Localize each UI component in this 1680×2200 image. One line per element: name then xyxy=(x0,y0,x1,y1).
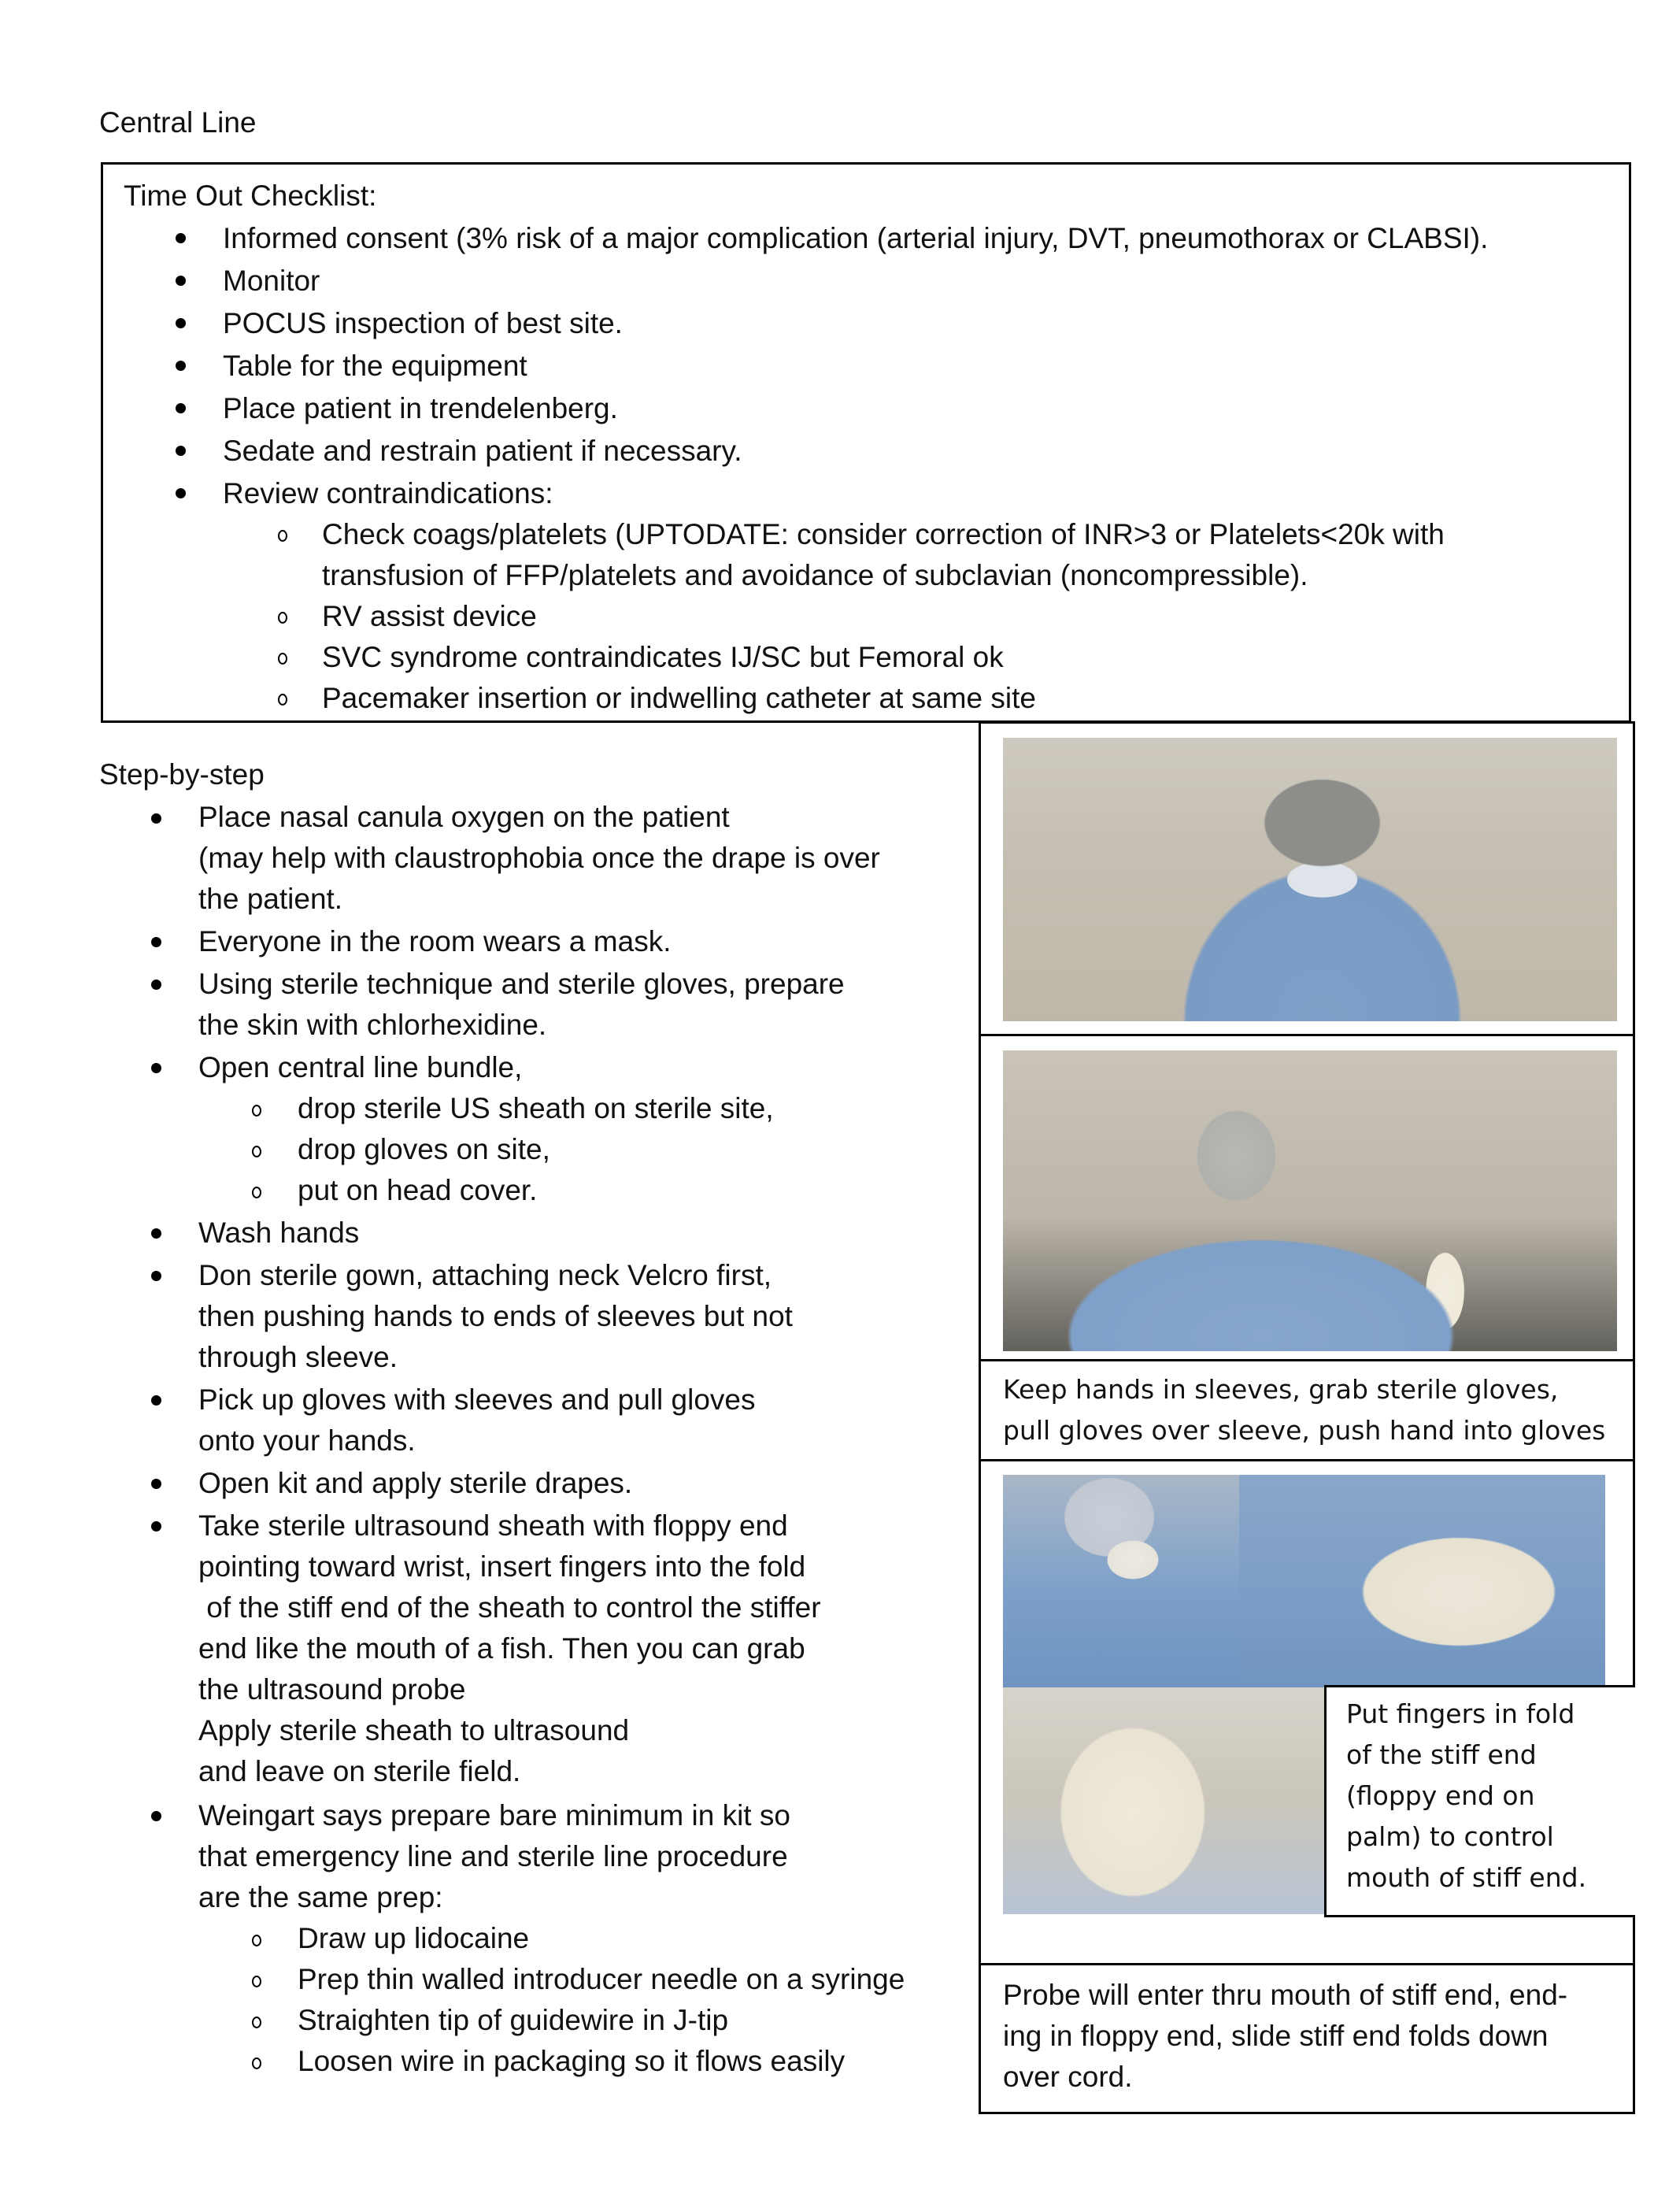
caption-fold: Put fingers in fold of the stiff end (floppy end on palm) to control mouth of stiff end. xyxy=(1346,1698,1587,1893)
circle-bullet-icon xyxy=(252,1935,261,1946)
figure-frame-gloves xyxy=(979,1034,1635,1361)
caption-frame-fold xyxy=(1324,1685,1635,1917)
caption-probe: Probe will enter thru mouth of stiff end, end- ing in floppy end, slide stiff end folds down over cord. xyxy=(1003,1979,1568,2093)
circle-bullet-icon xyxy=(252,2057,261,2069)
caption-gloves: Keep hands in sleeves, grab sterile gloves, pull gloves over sleeve, push hand into gloves xyxy=(1003,1374,1606,1446)
caption-frame-probe xyxy=(979,1963,1635,2114)
bullet-icon xyxy=(151,1228,161,1239)
bullet-icon xyxy=(151,1271,161,1281)
checklist-heading: Time Out Checklist: xyxy=(124,180,377,212)
circle-bullet-icon xyxy=(252,1976,261,1987)
circle-bullet-icon xyxy=(252,1105,261,1117)
photo-grab-gloves xyxy=(1003,1050,1617,1351)
circle-bullet-icon xyxy=(252,1187,261,1198)
figure-frame-gown xyxy=(979,721,1635,1036)
bullet-icon xyxy=(151,1395,161,1406)
photo-gown-tie xyxy=(1003,738,1617,1021)
bullet-icon xyxy=(151,1521,161,1531)
bullet-icon xyxy=(151,1479,161,1489)
steps-heading: Step-by-step xyxy=(99,758,265,791)
document-title: Central Line xyxy=(99,106,257,139)
bullet-icon xyxy=(151,813,161,824)
photo-hold-sheath xyxy=(1003,1475,1239,1687)
photo-fingers-in-fold xyxy=(1239,1475,1605,1687)
circle-bullet-icon xyxy=(252,2017,261,2028)
caption-frame-gloves xyxy=(979,1359,1635,1461)
bullet-icon xyxy=(151,1063,161,1073)
photo-probe-sheath xyxy=(1003,1687,1327,1914)
step-by-step-section: Step-by-step Place nasal canula oxygen on the patient (may help with claustrophobia once the drape is over the patient. Everyone in the room wears a mask. Using sterile technique and sterile gloves, prepare the skin with chlorhexidine. Open central line bundle, drop sterile US sheath on sterile site, drop gloves on site, put on head cover. Wash hands Don sterile gown, attaching neck Velcro first, then pushing hands to ends of sleeves but not through sleeve. Pick up gloves with sleeves and pull gloves onto your hands. Open kit and apply sterile drapes. Take sterile ultrasound sheath with floppy end pointing toward wrist, insert fingers into the fold of the stiff end of the sheath to control the stiffer end like the mouth of a fish. Then you can grab the ultrasound probe Apply sterile sheath to ultrasound and leave on sterile field. Weingart says prepare bare minimum in kit so that emergency line and sterile line procedure are the same prep: Draw up lidocaine Prep thin walled introducer needle on a syringe Straighten tip of guidewire in J-tip Loosen wire in packaging so it flows easily xyxy=(0,0,976,2200)
figure-frame-sheath xyxy=(979,1459,1635,1971)
bullet-icon xyxy=(151,937,161,947)
circle-bullet-icon xyxy=(252,1146,261,1157)
bullet-icon xyxy=(151,980,161,990)
time-out-checklist: Time Out Checklist: Informed consent (3% risk of a major complication (arterial injury, DVT, pneumothorax or CLABSI). Monitor POCUS inspection of best site. Table for the equipment Place patient in trendelenberg. Sedate and restrain patient if necessary. Review contraindications: Check coags/platelets (UPTODATE: consider correction of INR>3 or Platelets<20k with transfusion of FFP/platelets and avoidance of subclavian (noncompressible). RV assist device SVC syndrome contraindicates IJ/SC but Femoral ok Pacemaker insertion or indwelling catheter at same site xyxy=(101,162,1631,723)
bullet-icon xyxy=(151,1811,161,1821)
